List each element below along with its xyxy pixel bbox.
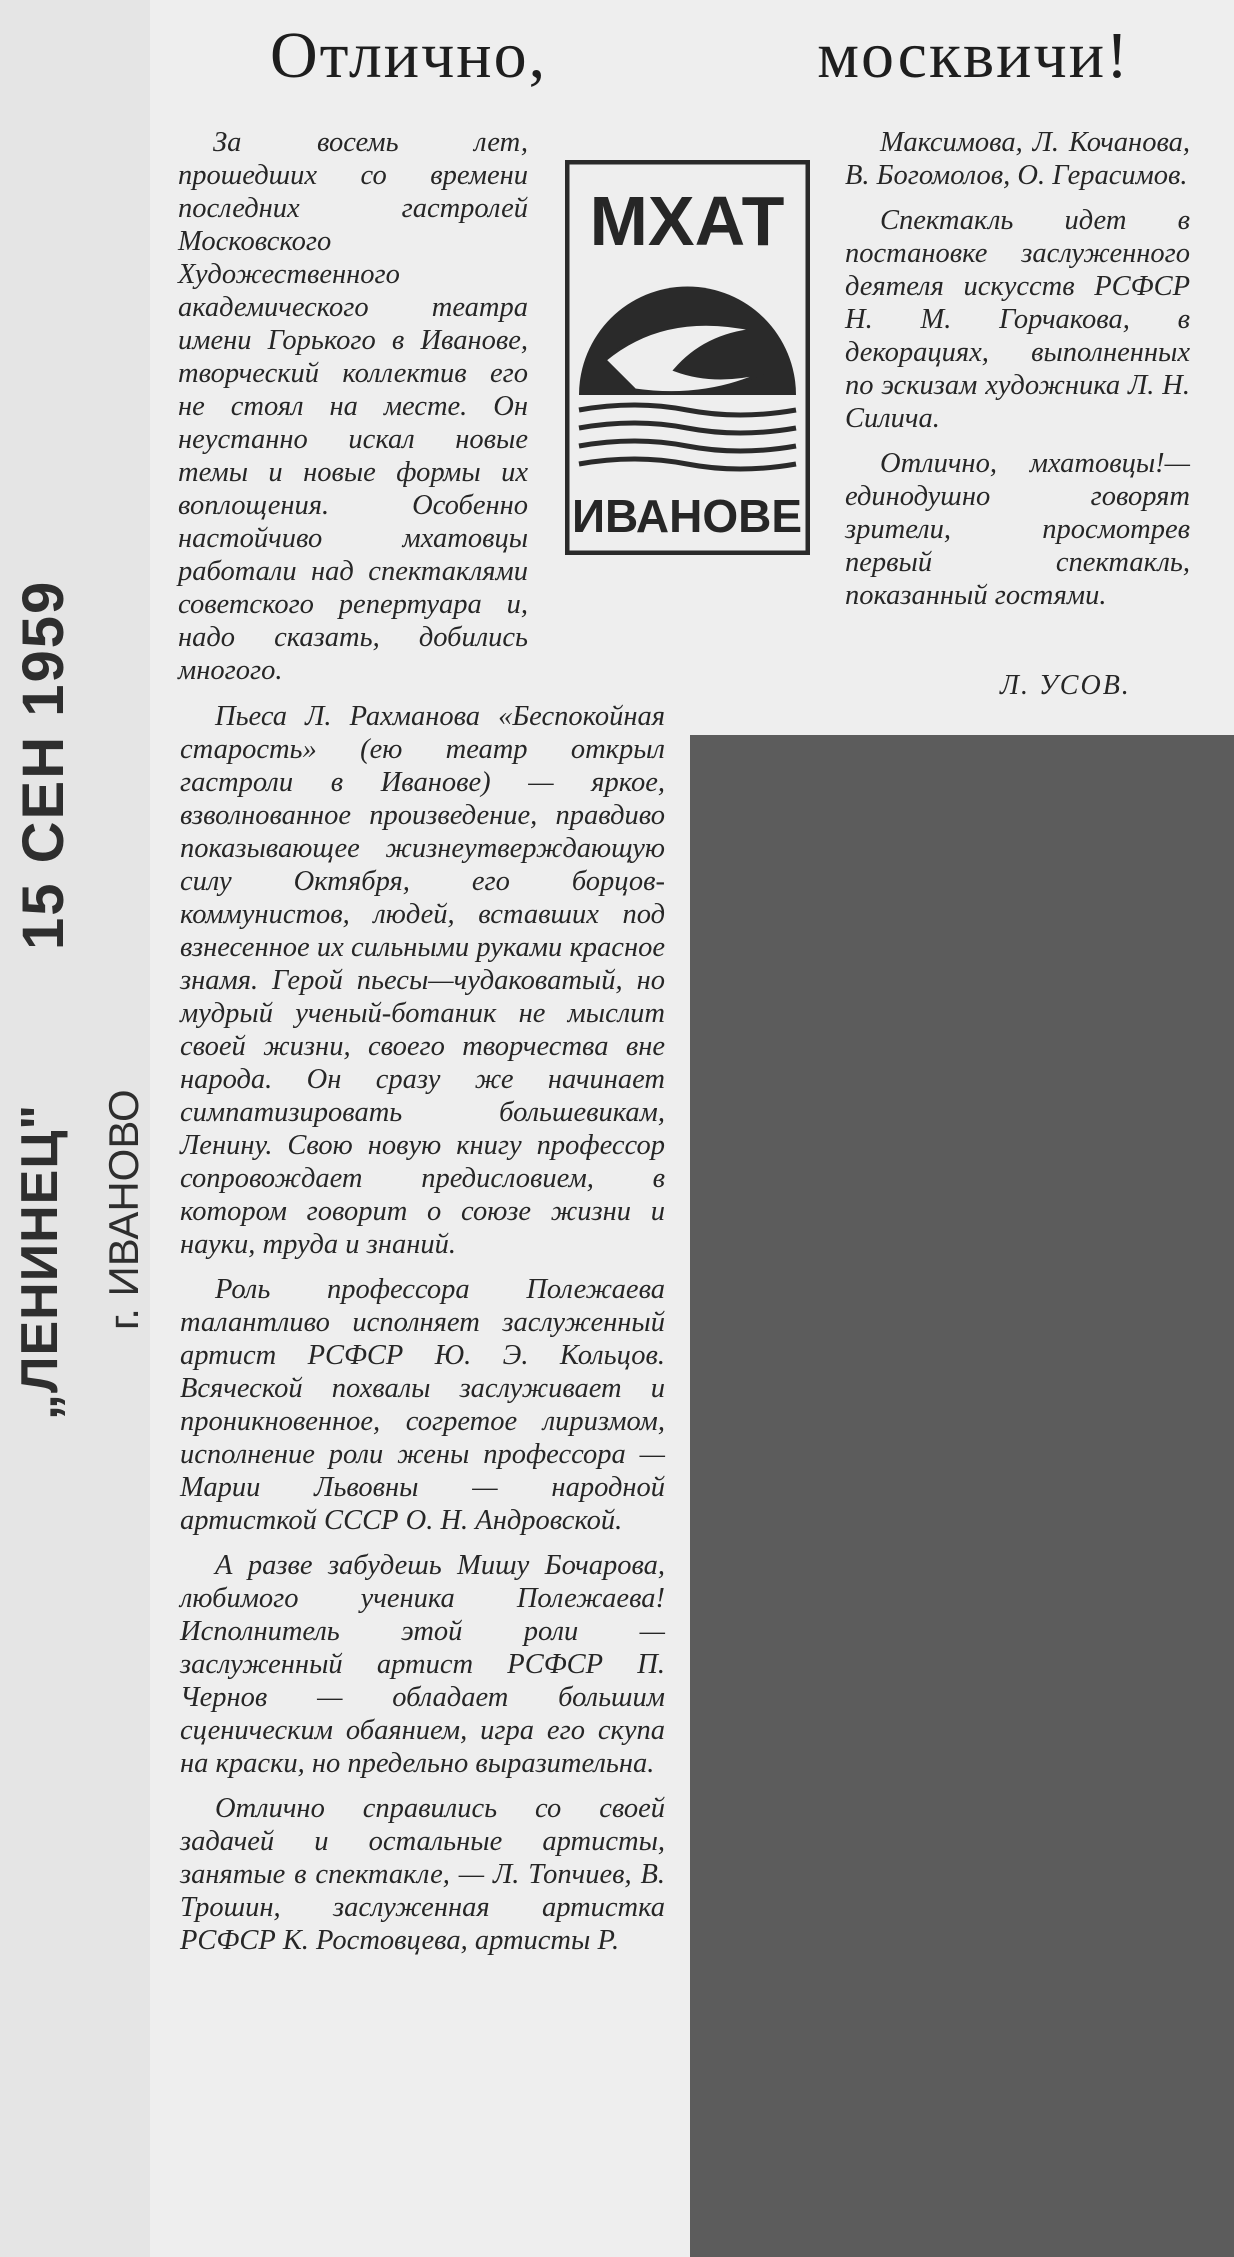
article-column-3 — [845, 126, 1190, 624]
logo-bottom-text: ИВАНОВЕ — [571, 490, 803, 542]
stamp-city: г. ИВАНОВО — [100, 1089, 147, 1330]
paragraph: Отлично справились со своей задачей и остальные артисты, занятые в спектакле, — Л. Топчиев, В. Трошин, заслуженная артистка РСФСР К. Ростовцева, артисты Р. — [180, 1793, 665, 1956]
article-author: Л. УСОВ. — [1000, 670, 1131, 701]
paragraph: За восемь лет, прошедших со времени последних гастролей Московского Художественного академического театра имени Горького в Иванове, творческий коллектив его не стоял на месте. Он неустанно искал новые темы и новые формы их воплощения. Особенно настойчиво мхатовцы работали над спектаклями советского репертуара и, надо сказать, добились многого. — [178, 127, 528, 686]
paragraph: Роль профессора Полежаева талантливо исполняет заслуженный артист РСФСР Ю. Э. Кольцов. Всяческой похвалы заслуживает и проникновенное, согретое лиризмом, исполнение роли жены профессора — Марии Львовны — народной артисткой СССР О. Н. Андровской. — [180, 1274, 665, 1536]
headline-part-2: москвичи! — [817, 19, 1130, 92]
paragraph: Максимова, Л. Кочанова, В. Богомолов, О. Герасимов. — [845, 127, 1190, 191]
stamp-date: 15 СЕН 1959 — [11, 579, 76, 950]
logo-top-text: МХАТ — [589, 182, 785, 260]
paragraph: Спектакль идет в постановке заслуженного деятеля искусств РСФСР Н. М. Горчакова, в декорациях, выполненных по эскизам художника Л. Н. Силича. — [845, 205, 1190, 434]
paragraph: Отлично, мхатовцы!— единодушно говорят зрители, просмотрев первый спектакль, показанный гостями. — [845, 448, 1190, 611]
headline-part-1: Отлично, — [270, 19, 548, 92]
stamp-newspaper-name: „ЛЕНИНЕЦ" — [11, 1104, 69, 1420]
paragraph: Пьеса Л. Рахманова «Беспокойная старость» (ею театр открыл гастроли в Иванове) — яркое, взволнованное произведение, правдиво показывающее жизнеутверждающую силу Октября, его борцов-коммунистов, людей, вставших под взнесенное их сильными руками красное знамя. Герой пьесы—чудаковатый, но мудрый ученый-ботаник не мыслит своей жизни, своего творчества вне народа. Он сразу же начинает симпатизировать большевикам, Ленину. Свою новую книгу профессор сопровождает предисловием, в котором говорит о союзе жизни и науки, труда и знаний. — [180, 701, 665, 1260]
paragraph: А разве забудешь Мишу Бочарова, любимого ученика Полежаева! Исполнитель этой роли — заслуженный артист РСФСР П. Чернов — обладает большим сценическим обаянием, игра его скупа на краски, но предельно выразительна. — [180, 1550, 665, 1779]
article-headline — [270, 18, 1130, 94]
mhat-logo — [565, 160, 810, 555]
article-column-2 — [180, 700, 665, 1969]
